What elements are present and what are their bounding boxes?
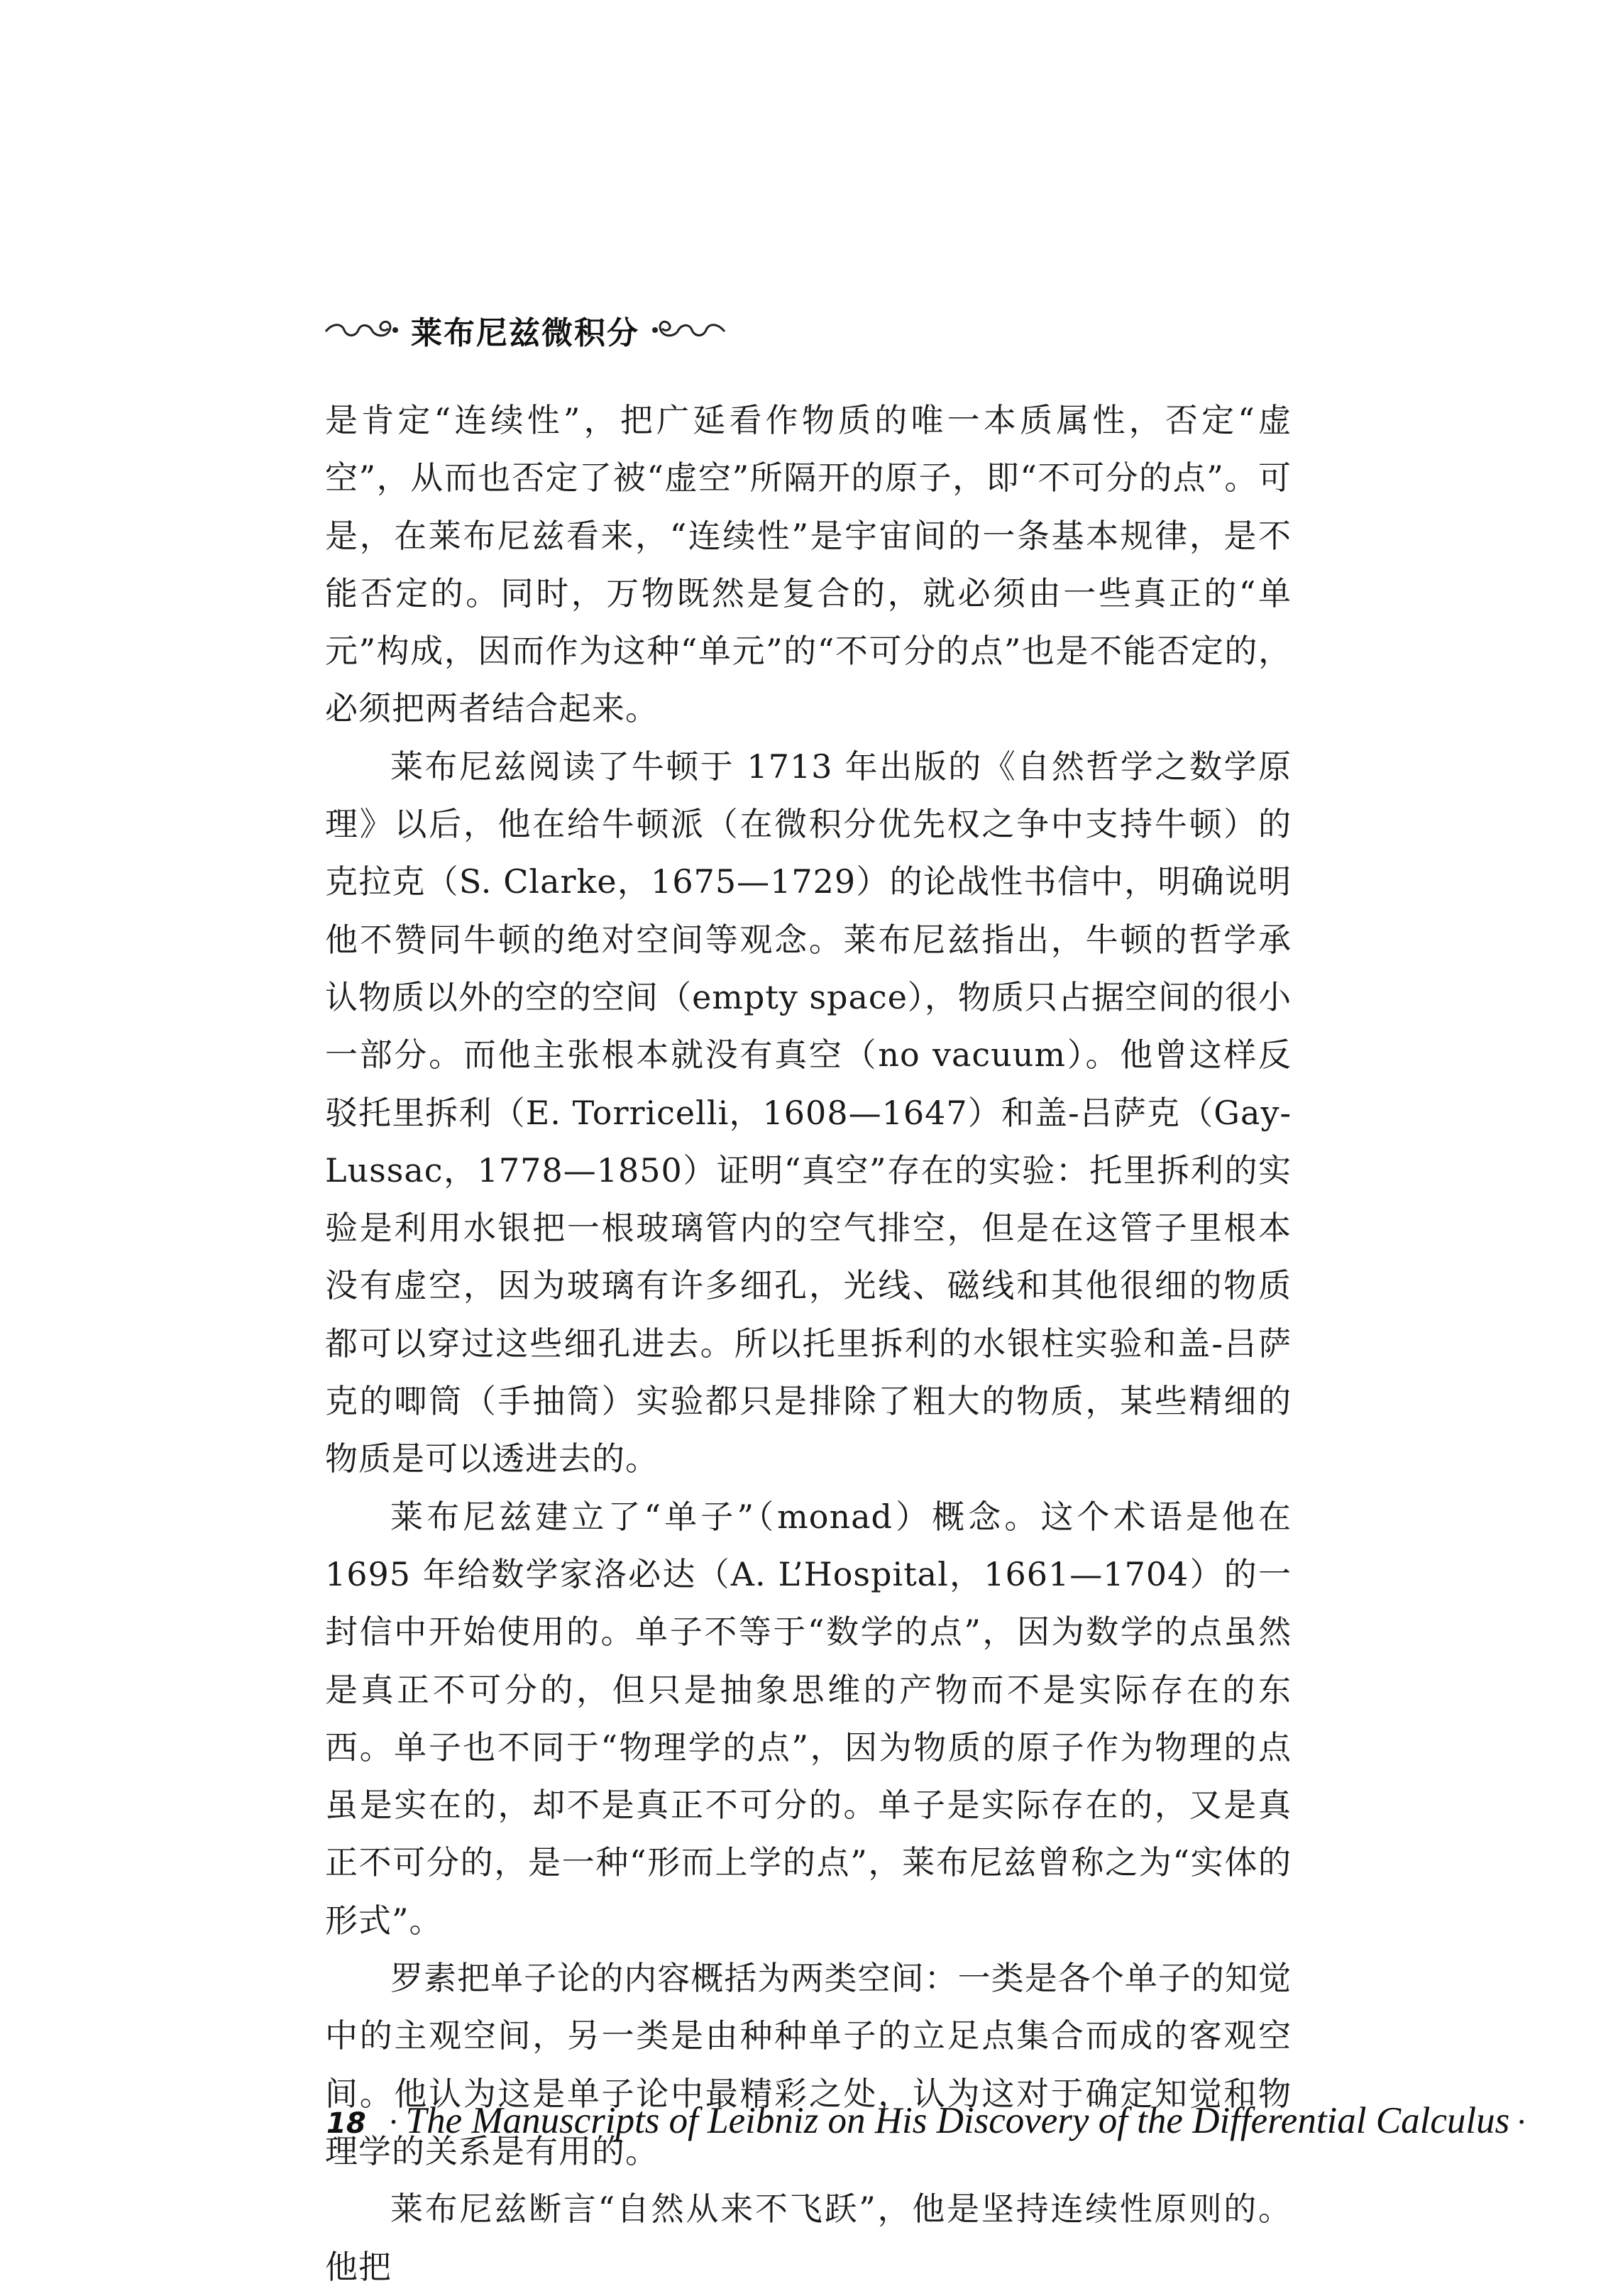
footer-bullet: · bbox=[1517, 2104, 1527, 2141]
paragraph: 莱布尼兹阅读了牛顿于 1713 年出版的《自然哲学之数学原理》以后，他在给牛顿派（在微积分优先权之争中支持牛顿）的克拉克（S. Clarke，1675—1729）的论战性书信中，明确说明他不赞同牛顿的绝对空间等观念。莱布尼兹指出，牛顿的哲学承认物质以外的空的空间（empty space），物质只占据空间的很小一部分。而他主张根本就没有真空（no vacuum）。他曾这样反驳托里拆利（E. Torricelli，1608—1647）和盖-吕萨克（Gay-Lussac，1778—1850）证明“真空”存在的实验：托里拆利的实验是利用水银把一根玻璃管内的空气排空，但是在这管子里根本没有虚空，因为玻璃有许多细孔，光线、磁线和其他很细的物质都可以穿过这些细孔进去。所以托里拆利的水银柱实验和盖-吕萨克的唧筒（手抽筒）实验都只是排除了粗大的物质，某些精细的物质是可以透进去的。 bbox=[325, 747, 1292, 1478]
page-number: 18 bbox=[326, 2107, 366, 2140]
running-footer bbox=[326, 2099, 1534, 2149]
scroll-ornament-icon bbox=[323, 316, 401, 344]
scroll-ornament-icon bbox=[649, 316, 727, 344]
paragraph: 是肯定“连续性”，把广延看作物质的唯一本质属性，否定“虚空”，从而也否定了被“虚空”所隔开的原子，即“不可分的点”。可是，在莱布尼兹看来，“连续性”是宇宙间的一条基本规律，是不能否定的。同时，万物既然是复合的，就必须由一些真正的“单元”构成，因而作为这种“单元”的“不可分的点”也是不能否定的，必须把两者结合起来。 bbox=[325, 401, 1292, 728]
paragraph: 罗素把单子论的内容概括为两类空间：一类是各个单子的知觉中的主观空间，另一类是由种种单子的立足点集合而成的客观空间。他认为这是单子论中最精彩之处，认为这对于确定知觉和物理学的关系是有用的。 bbox=[325, 1959, 1292, 2170]
running-header-title: 莱布尼兹微积分 bbox=[411, 315, 639, 351]
footer-bullet: · bbox=[388, 2104, 399, 2141]
main-text bbox=[325, 392, 1292, 2296]
running-header bbox=[323, 305, 727, 355]
paragraph: 莱布尼兹断言“自然从来不飞跃”，他是坚持连续性原则的。他把 bbox=[325, 2190, 1292, 2286]
paragraph: 莱布尼兹建立了“单子”（monad）概念。这个术语是他在 1695 年给数学家洛必达（A. L’Hospital，1661—1704）的一封信中开始使用的。单子不等于“数学的点”，因为数学的点虽然是真正不可分的，但只是抽象思维的产物而不是实际存在的东西。单子也不同于“物理学的点”，因为物质的原子作为物理的点虽是实在的，却不是真正不可分的。单子是实际存在的，又是真正不可分的，是一种“形而上学的点”，莱布尼兹曾称之为“实体的形式”。 bbox=[325, 1497, 1292, 1940]
running-footer-title: The Manuscripts of Leibniz on His Discovery of the Differential Calculus bbox=[405, 2100, 1510, 2141]
